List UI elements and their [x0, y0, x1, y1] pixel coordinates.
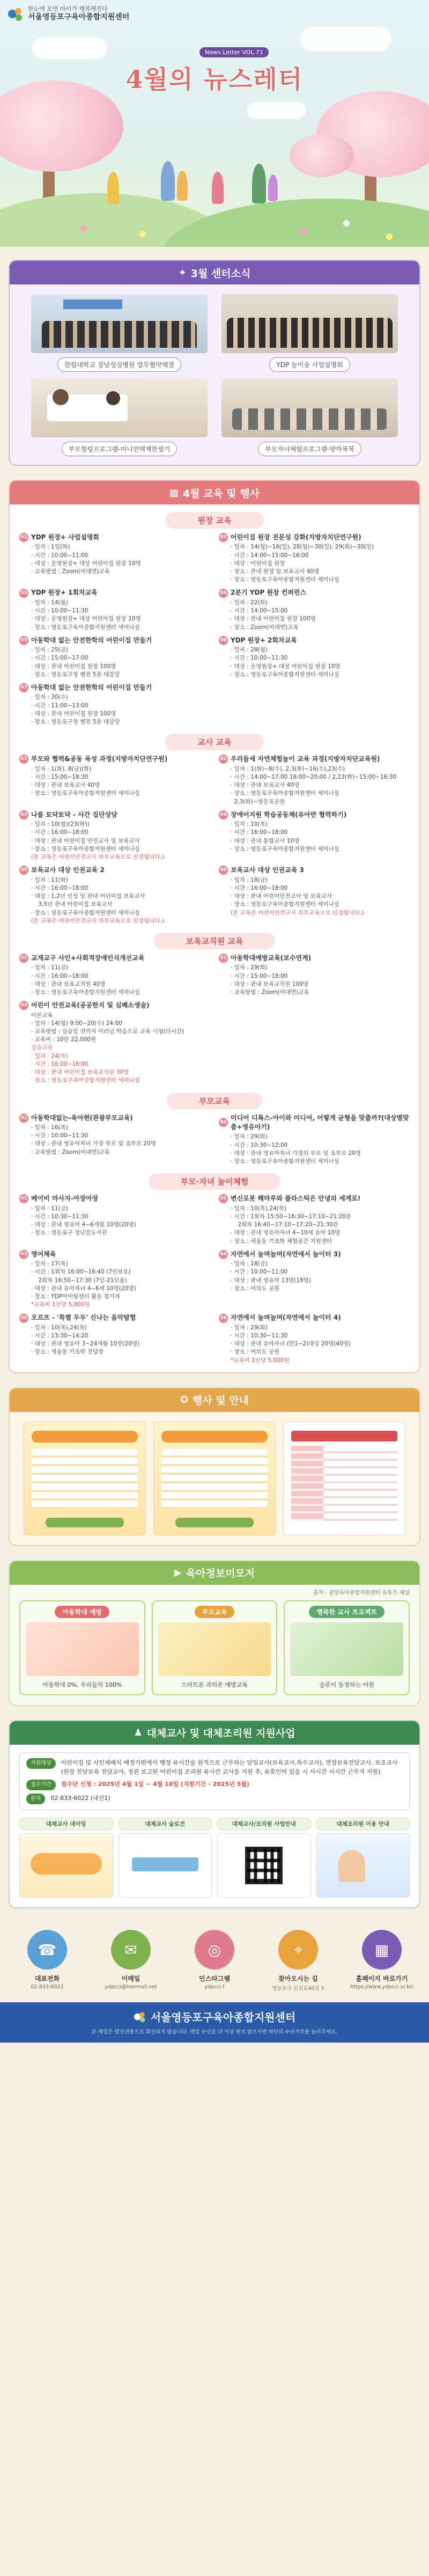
program-item[interactable] — [219, 755, 410, 806]
program-item[interactable] — [19, 588, 210, 631]
cook-guide-image — [316, 1833, 410, 1898]
contact-value: 영등포구 신길로40길 5 — [272, 1986, 324, 1992]
program-title: 어린이집 원장 전문성 강화(지방자치단연구원) — [231, 533, 361, 541]
program-detail: · 장소 : 영등포구청 별관 5층 대강당 — [31, 719, 120, 726]
program-detail: · 일자 : 1일(화) — [31, 544, 70, 551]
program-detail: · 장소 : 영등포구육아종합지원센터 세미나실 — [231, 1158, 339, 1165]
program-detail: · 대상 : 관내 통합교사 10명 — [231, 837, 300, 844]
program-detail: · 일자 : 14(월) 9:00~20(수) 24:00 — [31, 1020, 122, 1027]
program-number: 03 — [19, 1250, 28, 1259]
calendar-icon: ▦ — [169, 487, 179, 499]
program-detail: · 일자 : 29(화) — [231, 964, 268, 971]
program-grid — [10, 533, 419, 726]
program-note: *교육비 1인당 5,000원 — [231, 1357, 290, 1364]
program-detail: · 대상 : 운영원장+ 대상 어린이집 원장 10명 — [31, 560, 141, 567]
program-title: 부모와 협력&공동 육성 과정(지방자치단연구원) — [31, 755, 168, 763]
edu-group-title: 원장 교육 — [165, 512, 263, 529]
edu-group-title: 부모·자녀 놀이체험 — [149, 1173, 281, 1190]
program-item[interactable] — [219, 810, 410, 861]
program-grid — [10, 755, 419, 925]
program-detail: · 장소 : 영등포구육아종합지원센터 세미나실 — [31, 790, 140, 797]
program-detail: · 대상 : 관내 어린이집 원장 100명 — [31, 663, 116, 670]
program-grid — [10, 1194, 419, 1365]
program-detail: · 장소 : 영등포구육아종합지원센터 세미나실 — [231, 901, 339, 908]
program-detail: 2회차 16:50~17:30 (7인-21인용) — [31, 1277, 127, 1284]
program-detail: · 시간 : 16:00~18:00 — [231, 829, 288, 836]
edu-group-title: 교사 교육 — [165, 734, 263, 750]
program-detail: · 시간 : 15:00~18:30 — [31, 773, 88, 780]
program-item[interactable] — [219, 954, 410, 997]
program-detail: · 시간 : 14:00~15:00 — [231, 608, 288, 614]
edu-group-title: 부모교육 — [167, 1093, 262, 1109]
news-photo — [221, 294, 398, 353]
event-poster[interactable] — [283, 1422, 405, 1535]
program-detail: · 대상 : 관내 영유아자녀 가정의 부모 및 조부모 20명 — [231, 1150, 361, 1157]
program-number: 02 — [219, 954, 228, 963]
parenting-info-section — [9, 1560, 420, 1706]
program-title: 아동학대 없는 안전한학의 어린이집 만들기 — [31, 684, 152, 692]
education-heading: 4월 교육 및 행사 — [182, 487, 260, 500]
naming-image — [19, 1833, 113, 1898]
substitute-card[interactable] — [19, 1818, 113, 1898]
program-title: 교재교구 사인+사회적장애인식개선교육 — [31, 954, 145, 962]
program-detail: · 시간 : 16:00~18:00 — [31, 884, 88, 891]
target-tag: 지원대상 — [26, 1758, 56, 1769]
program-detail: · 일자 : 10(월)(23(화)) — [31, 821, 90, 828]
contact-label: 이메일 — [121, 1975, 140, 1982]
program-detail: · 시간 : 15:00~17:00 — [31, 655, 88, 662]
footer — [0, 2002, 429, 2043]
program-detail: · 시간 : 10:00~11:30 — [31, 608, 88, 614]
org-tagline: 한눈에 보면 아이가 행복해진다 — [28, 5, 108, 12]
substitute-card[interactable] — [316, 1818, 410, 1898]
program-detail: · 대상 : 관내 영유아자녀 4~10세 유아 10명 — [231, 1230, 341, 1236]
program-title: 베이비 마사지-아장아장 — [31, 1195, 99, 1203]
program-detail: · 시간 : 10:30~11:30 — [231, 1333, 288, 1340]
program-detail: · 장소 : 영등포구육아종합지원센터 세미나실 — [231, 845, 339, 852]
program-detail: · 일자 : 18(금) — [231, 876, 268, 883]
contact-item[interactable] — [12, 1930, 82, 1992]
program-title: 영어체육 — [31, 1250, 56, 1258]
program-item[interactable] — [19, 1250, 210, 1309]
news-photo — [31, 294, 208, 353]
program-detail: · 대상 : 관내 영유아자녀 가정 부모 및 조부모 20명 — [31, 1140, 156, 1147]
parenting-info-heading: 육아정보미모저 — [186, 1568, 255, 1580]
news-caption: 한림대학교 강남성심병원 업무협약체결 — [57, 357, 181, 372]
program-item[interactable] — [219, 1250, 410, 1309]
footer-note: 본 메일은 발신전용으로 회신되지 않습니다. 메일 수신을 더 이상 원치 않으시면 하단의 수신거부를 눌러주세요. — [91, 2029, 338, 2035]
substitute-heading: 대체교사 및 대체조리원 지원사업 — [146, 1728, 295, 1740]
program-note: 실습교육 · 일자 : 24(목) · 시간 : 16:00~18:00 · 대상 : 관내 어린이집 보육교직원 30명 · 장소 : 영등포구육아종합지원센터 세미나실 — [31, 1044, 140, 1084]
program-detail: · 장소 : 영등포구육아종합지원센터 세미나실 — [31, 989, 140, 996]
news-caption: 부모자녀체험프로그램-양까북북 — [258, 442, 361, 456]
program-title: 아동학대예방교육(보수연계) — [231, 954, 312, 962]
video-tag: 행복한 교사 프로젝트 — [309, 1606, 384, 1618]
events-section — [9, 1387, 420, 1546]
program-title: 자연에서 놀며놀며(자연에서 놀이터 4) — [231, 1314, 341, 1322]
program-detail: 2회차 16:40~17:10~17:20~21:30분 — [231, 1221, 339, 1228]
program-detail: · 일자 : 10(목) — [231, 821, 268, 828]
program-title: 장애어지원 학습공동체(유아반 협력하기) — [231, 810, 347, 818]
program-detail: · 대상 : 관내 영유아 4~6개월 10명(20명) — [31, 1221, 136, 1228]
program-item[interactable] — [19, 533, 210, 584]
program-detail: · 장소 : 여의도 공원 — [231, 1349, 280, 1356]
program-detail: · 시간 : 10:00~11:30 — [231, 655, 288, 662]
program-title: 오르프 - '특별 두두' 신나는 음악탐험 — [31, 1314, 136, 1322]
video-tag: 아동학대 예방 — [55, 1606, 109, 1618]
program-number: 06 — [219, 1314, 228, 1323]
program-number: 03 — [19, 1001, 28, 1010]
program-detail: · 시간 : 11:00~13:00 — [31, 702, 88, 709]
contact-value: 02-833-6022 — [31, 1984, 64, 1990]
program-detail: · 교육방법 : Zoom(비대면)교육 — [31, 1148, 110, 1155]
program-item[interactable] — [219, 1313, 410, 1364]
inquiry-phone: 02-833-6022 (내선1) — [50, 1795, 110, 1802]
program-detail: · 대상 : 1,2년 인성 및 관내 어린이집 보육교사 — [31, 893, 145, 900]
program-detail: · 일자 : 30(수) — [31, 694, 68, 701]
program-title: YDP 원장+ 사업설명회 — [31, 533, 100, 541]
events-heading: 행사 및 안내 — [193, 1395, 249, 1407]
program-detail: · 대상 : 관내 영유아 13명(18명) — [231, 1277, 311, 1284]
application-period: 접수단 신청 : 2025년 4월 1일 ~ 4월 10일 (지원기간 - 2025년 5월) — [61, 1781, 249, 1788]
program-item[interactable] — [19, 1114, 210, 1166]
program-detail: · 일자 : 11(화) — [31, 876, 68, 883]
substitute-card[interactable] — [217, 1818, 311, 1898]
people-icon: ♟ — [134, 1727, 143, 1739]
video-tag: 부모교육 — [195, 1606, 234, 1618]
program-title: 아동학대 없는 안전한학의 어린이집 만들기 — [31, 636, 152, 644]
program-detail: · 교육방법 : Zoom(비대면)교육 — [31, 568, 110, 575]
program-detail: · 일자 : 28(월) — [231, 647, 268, 654]
org-logo[interactable] — [8, 5, 129, 22]
program-detail: · 대상 : 관내 유아자녀 (만1~2)대상 20명(40명) — [231, 1341, 351, 1348]
program-detail: · 일자 : 29(화) — [231, 1133, 268, 1140]
video-caption: 아동학대 0%, 우리들의 100% — [42, 1681, 122, 1688]
program-detail: 3,5년 관내 어린이집 보육교사 — [31, 901, 113, 908]
contact-row — [0, 1916, 429, 2002]
program-detail: · 시간 : 16:00~18:00 — [31, 972, 88, 979]
program-detail: 2,3(화)~영등포공원 — [231, 798, 285, 805]
program-number: 06 — [219, 636, 228, 645]
target-description: 어린이집 및 사인제배치 배정가편에서 행정 유시간을 원직으로 근무하는 담임교사(보육교사,특수교사), 연장보육전담교사, 보조교사(원장 전담보육 전담교사, 정원 보고된 어린이집 조리원 유사간 교사를 지원 추, 유휴인력 있을 시 사시간 시시간 근무자 지원) — [61, 1759, 398, 1775]
edu-group-title: 보육교직원 교육 — [154, 933, 276, 949]
program-number: 01 — [19, 1114, 28, 1123]
program-detail: · 시간 : 1회차 16:00~16:40 (7인보호) — [31, 1269, 131, 1276]
substitute-section — [9, 1720, 420, 1908]
program-detail: · 대상 : 관내 보육교직원 40명 — [31, 980, 106, 987]
program-note: (본 교육은 어린이안전교사 의무교육으로 인정됩니다.) — [31, 917, 165, 924]
video-card[interactable] — [19, 1600, 145, 1695]
substitute-card-title: 대체교사 슬로건 — [119, 1818, 212, 1830]
substitute-info-box — [19, 1752, 410, 1810]
program-detail: · 일자 : 17(목) — [31, 1261, 68, 1268]
video-card[interactable] — [152, 1600, 278, 1695]
program-detail: · 장소 : 영등포구육아종합지원센터 세미나실 — [231, 671, 339, 678]
news-photo — [221, 378, 398, 437]
program-item[interactable] — [19, 636, 210, 679]
program-detail: · 대상 : 관내 어린이안전교사 및 보육교사 — [231, 893, 332, 900]
program-detail: · 시간 : 10:30~11:30 — [31, 1213, 88, 1220]
program-detail: · 대상 : 관내 유아자녀 4~6세 10명(20명) — [31, 1285, 136, 1292]
program-item[interactable] — [219, 533, 410, 584]
party-icon: ✦ — [178, 267, 187, 279]
period-tag: 접수기간 — [26, 1780, 56, 1790]
program-number: 02 — [219, 533, 228, 542]
program-item[interactable] — [19, 755, 210, 806]
program-number: 02 — [219, 1194, 228, 1203]
video-caption: 슬픈이 동정하는 어원 — [319, 1681, 374, 1688]
news-card[interactable] — [31, 294, 208, 372]
news-caption: 부모힐링프로그램-미니언택제한필기 — [62, 442, 177, 456]
program-note: (본 교육은 어린이안전교사 의무교육으로 인정됩니다.) — [231, 909, 364, 916]
program-detail: · 대상 : 관내 어린이집 안전교사 및 보육교사 — [31, 837, 140, 844]
program-detail: · 시간 : 14:00~17:00 18:00~20:00 / 2,23(화)~15:00~16:30 — [231, 773, 397, 780]
program-number: 03 — [19, 589, 28, 598]
program-detail: · 교육방법 : 실습일 전까지 이러닝 학습으로 교육 시청(다시간) — [31, 1028, 184, 1035]
program-grid — [10, 1114, 419, 1166]
contact-item[interactable] — [263, 1930, 333, 1992]
news-caption: YDP 놀이숲 사업설명회 — [269, 357, 350, 372]
program-detail: · 일자 : 1(화), 8(금)(화) — [31, 765, 92, 772]
program-detail: · 교육비 : 10만 22,000원 — [31, 1036, 97, 1043]
program-title: 2분기 YDP 원장 컨퍼런스 — [231, 589, 307, 597]
program-detail: · 일자 : 1(화)~8(수), 2,3(화)~16(수),23(수) — [231, 765, 345, 772]
contact-label: 찾아오시는 길 — [278, 1975, 318, 1982]
program-detail: · 일자 : 29(화) — [231, 1324, 268, 1331]
education-section — [9, 480, 420, 1373]
program-detail: · 시간 : 10:00~11:00 — [31, 552, 88, 559]
program-detail: · 시간 : 15:00~18:00 — [231, 972, 288, 979]
program-detail: · 일자 : 14(월)~16(일), 28(월)~30(일), 29(화)~30(일) — [231, 544, 374, 551]
program-detail: · 대상 : 관내 보육교사 40명 — [31, 782, 100, 789]
program-detail: · 대상 : 운영원장+ 대상 어린이집 원장 10명 — [231, 663, 341, 670]
contact-value: ydpcci.f — [204, 1984, 225, 1990]
program-grid — [10, 954, 419, 1085]
phone-icon: ☎ — [27, 1930, 67, 1970]
org-name: 서울영등포구육아종합지원센터 — [28, 12, 130, 21]
program-item[interactable] — [19, 1313, 210, 1364]
program-number: 02 — [219, 1118, 228, 1127]
program-title: YDP 원장+ 1회차교육 — [31, 589, 98, 597]
program-title: 어린이 안전교육(공공한지 및 심폐소생술) — [31, 1001, 150, 1009]
program-detail: · 교육방법 : Zoom(비대면)교육 — [231, 989, 309, 996]
program-title: 아동학대없는-육아현(관광부모교육) — [31, 1114, 133, 1122]
program-item[interactable] — [19, 866, 210, 925]
program-title: 보육교사 대상 인권교육 3 — [231, 866, 304, 874]
substitute-card-title: 대체교사 네이밍 — [19, 1818, 113, 1830]
contact-item[interactable] — [96, 1930, 166, 1992]
program-detail: · 대상 : 어린이집 원장 — [231, 560, 285, 567]
slogan-image — [119, 1833, 212, 1898]
program-detail: · 일자 : 18(금) — [231, 1261, 268, 1268]
program-detail: · 장소 : 영등포구육아종합지원센터 세미나실 — [31, 909, 140, 916]
program-item[interactable] — [219, 1114, 410, 1166]
source-note: 출처 : 중앙육아종합지원센터 유튜브 채널 — [313, 1590, 410, 1596]
substitute-card-title: 대체교사/조리원 사업안내 — [217, 1818, 311, 1830]
program-number: 03 — [19, 810, 28, 819]
program-detail: · 일자 : 11(금) — [31, 1205, 68, 1212]
program-item[interactable] — [219, 636, 410, 679]
video-caption: 스마트폰 과의존 예방교육 — [181, 1681, 248, 1688]
program-item[interactable] — [219, 1194, 410, 1245]
qr-icon: ▦ — [362, 1930, 402, 1970]
program-detail: · 대상 : 운영원장+ 대상 어린이집 원장 10명 — [31, 616, 141, 623]
footer-logo-icon — [134, 2011, 146, 2023]
play-icon: ▶ — [174, 1567, 182, 1579]
program-title: 변신로봇 해마루와 플라스틱은 안녕의 세계로! — [231, 1195, 361, 1203]
program-title: 미디어 디톡스-아이와 미디어, 어떻게 균형을 맞출까?(대상별맞춤+영유아기) — [231, 1114, 409, 1131]
education-groups — [10, 512, 419, 1372]
program-number: 04 — [219, 810, 228, 819]
program-detail: · 장소 : 영등포구 장난감도서관 — [31, 1230, 107, 1236]
program-detail: · 시간 : 10:30~12:00 — [231, 1141, 288, 1148]
program-detail: · 시간 : 13:30~14:20 — [31, 1333, 88, 1340]
program-detail: · 장소 : 여의도 공원 — [231, 1285, 280, 1292]
program-item[interactable] — [219, 866, 410, 925]
program-title: 보육교사 대상 인권교육 2 — [31, 866, 105, 874]
program-detail: 이론교육 — [31, 1012, 53, 1019]
program-number: 04 — [219, 1250, 228, 1259]
program-number: 01 — [19, 954, 28, 963]
program-title: 자연에서 놀며놀며(자연에서 놀이터 3) — [231, 1250, 341, 1258]
family-illustration — [161, 161, 175, 201]
program-note: (본 교육은 어린이안전교사 의무교육으로 인정됩니다.) — [31, 854, 165, 861]
program-detail: · 대상 : 관내 보육교사 40명 — [231, 782, 300, 789]
program-detail: · 시간 : 1회차 15:50~16:30~17:10~21:20분 — [231, 1213, 352, 1220]
program-detail: · 시간 : 14:00~15:00~16:00 — [231, 552, 309, 559]
program-detail: · 장소 : 영등포구육아종합지원센터 세미나실 — [231, 576, 339, 583]
megaphone-icon: ✪ — [180, 1394, 189, 1406]
program-detail: · 일자 : 10(목),24(목) — [31, 1324, 87, 1331]
news-card[interactable] — [31, 378, 208, 456]
event-poster[interactable] — [153, 1422, 276, 1535]
program-detail: · 대상 : 관내 어린이집 원장 100명 — [31, 710, 116, 717]
program-detail: · 일자 : 11(금) — [31, 964, 68, 971]
footer-org-name: 서울영등포구육아종합지원센터 — [150, 2011, 296, 2024]
program-detail: · 시간 : 16:00~18:00 — [231, 884, 288, 891]
program-number: 01 — [19, 533, 28, 542]
contact-label: 대표전화 — [34, 1975, 60, 1982]
program-title: YDP 원장+ 2회차교육 — [231, 636, 297, 644]
program-item[interactable] — [19, 954, 210, 997]
contact-value: https://www.ydpcci.or.kr/ — [350, 1984, 413, 1990]
program-number: 05 — [19, 636, 28, 645]
hero-banner — [0, 0, 429, 247]
program-detail: · 장소 : 영등포구육아종합지원센터 세미나실 — [31, 624, 140, 631]
program-number: 01 — [19, 755, 28, 764]
map-icon: ⌖ — [278, 1930, 318, 1970]
program-number: 06 — [219, 866, 228, 875]
march-news-section — [9, 260, 420, 466]
substitute-card-title: 대체조리원 이용 안내 — [316, 1818, 410, 1830]
event-poster[interactable] — [24, 1422, 146, 1535]
newsletter-volume-badge: News Letter VOL.71 — [199, 47, 269, 57]
news-photo — [31, 378, 208, 437]
program-detail: · 장소 : YDP아이랑센터 활동 참가자 — [31, 1293, 121, 1300]
news-card[interactable] — [221, 294, 398, 372]
program-number: 07 — [19, 683, 28, 692]
contact-value: ydpcci@hanmail.net — [105, 1984, 157, 1990]
program-number: 04 — [219, 589, 228, 598]
program-detail: · 장소 : 관내 원장 및 보육교사 40명 — [231, 568, 320, 575]
qr-code[interactable] — [217, 1833, 311, 1898]
program-title: 나를 토닥토닥 - 사간 집단상담 — [31, 810, 117, 818]
video-thumbnail — [290, 1622, 403, 1676]
inquiry-tag: 문의 — [26, 1794, 45, 1804]
program-number: 05 — [19, 866, 28, 875]
program-item[interactable] — [19, 683, 210, 726]
program-number: 01 — [19, 1194, 28, 1203]
program-detail: · 시간 : 10:00~11:00 — [231, 1269, 288, 1276]
program-detail: · 시간 : 10:00~11:30 — [31, 1132, 88, 1139]
program-title: 우리들세 자연체험놀이 교육 과정(지방자치단교육원) — [231, 755, 380, 763]
program-detail: · 일자 : 16(목) — [31, 1124, 68, 1131]
program-detail: · 장소 : 영등포구육아종합지원센터 세미나실 — [31, 845, 140, 852]
video-thumbnail — [26, 1622, 139, 1676]
program-detail: · 대상 : 관내 영유아 3~24개월 10쌍(20명) — [31, 1341, 140, 1348]
program-detail: · 장소 : 세움동 기조학 체험공간 지원센터 — [231, 1238, 332, 1245]
program-item[interactable] — [19, 1194, 210, 1245]
program-number: 02 — [219, 755, 228, 764]
program-detail: · 장소 : 영등포구육아종합지원센터 세미나실 — [231, 790, 339, 797]
contact-label: 인스타그램 — [199, 1975, 230, 1982]
program-detail: · 시간 : 16:00~18:00 — [31, 829, 88, 836]
program-detail: · 장소 : Zoom(비대면)교육 — [231, 624, 299, 631]
contact-item[interactable] — [180, 1930, 249, 1992]
video-card[interactable] — [284, 1600, 410, 1695]
program-detail: · 장소 : 세움동 기조학 전답장 — [31, 1349, 104, 1356]
contact-label: 홈페이지 바로가기 — [356, 1975, 408, 1982]
program-detail: · 일자 : 14(월) — [31, 599, 68, 606]
program-note: *교육비 1인당 5,000원 — [31, 1301, 90, 1308]
qr-icon — [245, 1847, 283, 1884]
logo-icon — [8, 6, 24, 21]
contact-item[interactable] — [347, 1930, 417, 1992]
program-detail: · 일자 : 10(목),24(목) — [231, 1205, 286, 1212]
program-detail: · 대상 : 관내 어린이집 원장 100명 — [231, 616, 316, 623]
program-detail: · 일자 : 22(화) — [231, 599, 268, 606]
program-detail: · 대상 : 관내 보육교직원 100명 — [231, 980, 309, 987]
program-detail: · 장소 : 영등포구청 별관 5층 대강당 — [31, 671, 120, 678]
program-detail: · 일자 : 25(금) — [31, 647, 68, 654]
program-item[interactable] — [19, 810, 210, 861]
page-title: 4월의 뉴스레터 — [125, 65, 304, 94]
instagram-icon: ◎ — [195, 1930, 234, 1970]
march-news-heading: 3월 센터소식 — [190, 267, 251, 280]
program-number: 05 — [19, 1314, 28, 1323]
mail-icon: ✉ — [111, 1930, 151, 1970]
video-thumbnail — [158, 1622, 271, 1676]
substitute-card[interactable] — [119, 1818, 212, 1898]
program-item[interactable] — [19, 1001, 210, 1085]
program-item[interactable] — [219, 588, 410, 631]
news-card[interactable] — [221, 378, 398, 456]
